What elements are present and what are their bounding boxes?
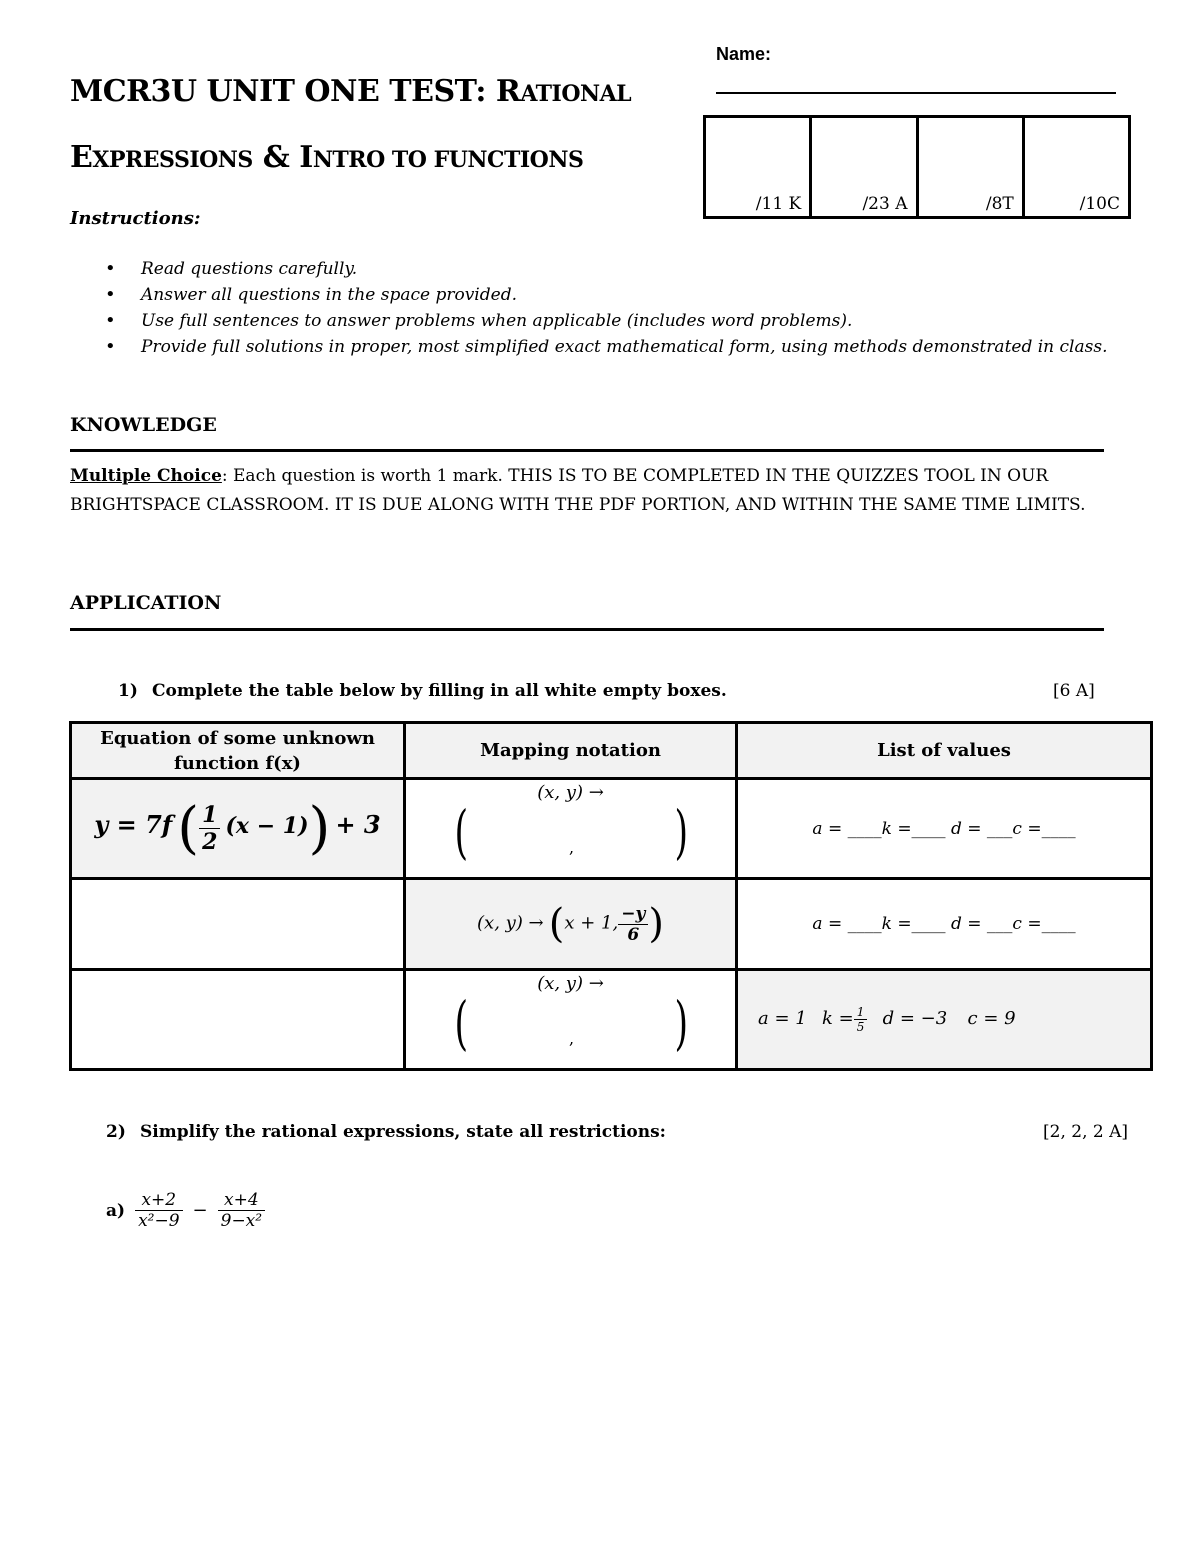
- score-label: /11 K: [755, 194, 802, 214]
- mapping-first: x + 1,: [564, 912, 619, 934]
- row2-values-input[interactable]: [737, 879, 1152, 970]
- values-blanks: a = ____k =____ d = ___c =____: [812, 818, 1076, 839]
- title-part: E: [70, 140, 93, 175]
- eq-frac-num: 1: [199, 802, 220, 829]
- mapping-frac-num: −y: [618, 904, 648, 925]
- k-frac-den: 5: [856, 1020, 865, 1034]
- score-table: [703, 115, 1131, 219]
- row2-mapping: (x, y) → (x + 1, $\frac{-y}{6}$ ): [405, 879, 737, 970]
- transformation-table: [69, 721, 1153, 1071]
- title-part: ATIONAL: [520, 81, 632, 107]
- score-label: /23 A: [862, 194, 908, 214]
- divider: [70, 628, 1104, 631]
- score-cell-knowledge[interactable]: [706, 118, 812, 216]
- instructions-list: [105, 256, 1115, 360]
- eq-tail: + 3: [335, 810, 381, 839]
- values-blanks: a = ____k =____ d = ___c =____: [812, 914, 1076, 934]
- section-heading-knowledge: KNOWLEDGE: [70, 414, 217, 436]
- value-k-fraction: [854, 1005, 868, 1034]
- left-paren: (: [454, 989, 469, 1057]
- fraction-1-den: x²−9: [138, 1211, 180, 1231]
- page-subtitle: [70, 140, 583, 175]
- mapping-frac-den: 6: [627, 924, 640, 945]
- header-mapping: Mapping notation: [405, 723, 737, 779]
- fraction-2-den: 9−x²: [220, 1211, 263, 1231]
- eq-fraction: [199, 802, 220, 855]
- instructions-label: Instructions:: [70, 208, 201, 229]
- row3-equation-input[interactable]: [71, 970, 405, 1070]
- question-2-text: Simplify the rational expressions, state all restrictions:: [140, 1122, 666, 1142]
- value-c: c = 9: [967, 1008, 1016, 1029]
- eq-lhs: y = 7f: [94, 810, 173, 839]
- name-label: Name:: [716, 44, 772, 64]
- operator: −: [192, 1200, 208, 1221]
- score-label: /8T: [985, 194, 1014, 214]
- section-heading-application: APPLICATION: [70, 592, 222, 614]
- value-a: a = 1: [758, 1008, 807, 1029]
- title-part: XPRESSIONS: [92, 147, 253, 173]
- row1-equation: y = 7f ( $\frac{1}{2}$ (x − 1)) + 3: [71, 779, 405, 879]
- question-1-marks: [6 A]: [1053, 681, 1095, 701]
- divider: [70, 449, 1104, 452]
- comma: ,: [569, 838, 575, 857]
- fraction-2: [218, 1190, 265, 1231]
- mapping-fraction: [618, 904, 648, 945]
- row2-equation-input[interactable]: [71, 879, 405, 970]
- question-1-text: Complete the table below by filling in all white empty boxes.: [152, 681, 727, 701]
- question-1-number: 1): [118, 681, 138, 701]
- value-d: d = −3: [882, 1008, 948, 1029]
- page-title: [70, 74, 631, 109]
- fraction-2-num: x+4: [218, 1190, 265, 1211]
- eq-frac-den: 2: [202, 829, 218, 855]
- mc-label: Multiple Choice: [70, 466, 222, 486]
- right-paren: ): [674, 989, 689, 1057]
- question-2-marks: [2, 2, 2 A]: [1043, 1122, 1129, 1142]
- question-2-number: 2): [106, 1122, 126, 1142]
- list-item: • Use full sentences to answer problems when applicable (includes word problems).: [105, 308, 1115, 334]
- row1-values-input[interactable]: [737, 779, 1152, 879]
- title-part: & I: [252, 140, 313, 175]
- row3-mapping-input[interactable]: [405, 970, 737, 1070]
- value-k-label: k =: [821, 1008, 854, 1029]
- row3-values: [737, 970, 1152, 1070]
- right-paren: ): [674, 798, 689, 866]
- fraction-1: [135, 1190, 182, 1231]
- left-paren: (: [454, 798, 469, 866]
- score-cell-application[interactable]: [812, 118, 918, 216]
- mc-text: : Each question is worth 1 mark. THIS IS TO BE COMPLETED IN THE QUIZZES TOOL IN OUR BRIGHTSPACE CLASSROOM. IT IS DUE ALONG WITH THE PDF PORTION, AND WITHIN THE SAME TIME LIMITS.: [70, 466, 1086, 515]
- list-item: • Read questions carefully.: [105, 256, 1115, 282]
- eq-inner: (x − 1): [225, 813, 309, 839]
- question-2a: [106, 1190, 265, 1231]
- score-cell-communication[interactable]: [1025, 118, 1128, 216]
- list-item: • Answer all questions in the space provided.: [105, 282, 1115, 308]
- header-values: List of values: [737, 723, 1152, 779]
- question-2a-label: a): [106, 1200, 126, 1221]
- row1-mapping-input[interactable]: [405, 779, 737, 879]
- mapping-prefix: (x, y) →: [537, 782, 604, 803]
- title-part: NTRO TO FUNCTIONS: [312, 147, 584, 173]
- title-part: MCR3U UNIT ONE TEST: R: [70, 74, 521, 109]
- name-field[interactable]: [716, 92, 1116, 94]
- list-item: • Provide full solutions in proper, most simplified exact mathematical form, using methods demonstrated in class.: [105, 334, 1115, 360]
- score-cell-thinking[interactable]: [919, 118, 1025, 216]
- score-label: /10C: [1079, 194, 1120, 214]
- multiple-choice-note: [70, 462, 1130, 520]
- header-equation: Equation of some unknown function f(x): [71, 723, 405, 779]
- comma: ,: [569, 1029, 575, 1048]
- fraction-1-num: x+2: [135, 1190, 182, 1211]
- mapping-prefix: (x, y) →: [537, 973, 604, 994]
- mapping-prefix: (x, y) →: [477, 912, 544, 934]
- k-frac-num: 1: [854, 1005, 868, 1020]
